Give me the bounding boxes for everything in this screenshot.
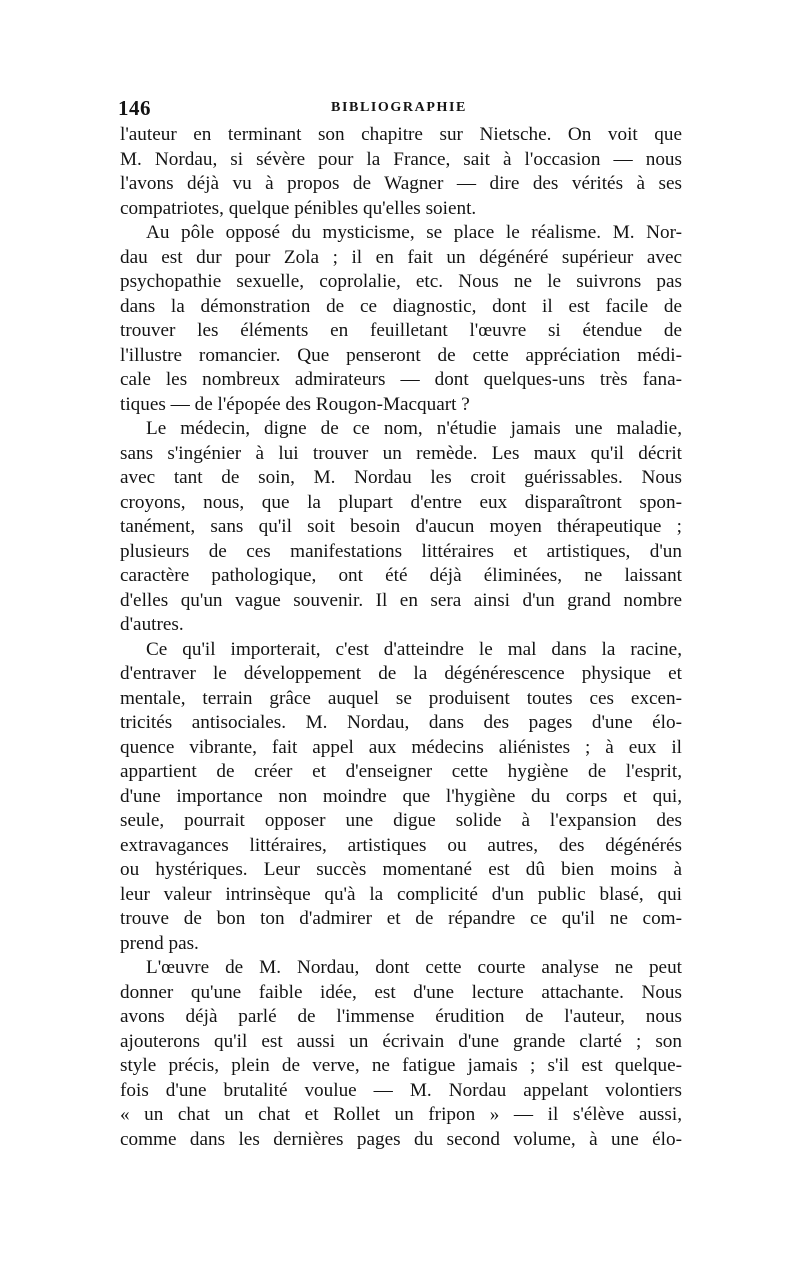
text-line: avons déjà parlé de l'immense érudition de l'auteur, nous [120, 1006, 682, 1027]
text-line: Au pôle opposé du mysticisme, se place le réalisme. M. Nor- [146, 222, 682, 243]
running-title: BIBLIOGRAPHIE [331, 100, 467, 115]
text-line: fois d'une brutalité voulue — M. Nordau appelant volontiers [120, 1079, 682, 1101]
running-head [118, 96, 680, 126]
body-text [120, 123, 682, 1152]
text-line: d'autres. [120, 614, 184, 635]
text-line: plusieurs de ces manifestations littéraires et artistiques, d'un [120, 540, 682, 562]
text-line: d'elles qu'un vague souvenir. Il en sera ainsi d'un grand nombre [120, 589, 682, 611]
text-line: sans s'ingénier à lui trouver un remède. Les maux qu'il décrit [120, 442, 682, 464]
text-line: croyons, nous, que la plupart d'entre eux disparaîtront spon- [120, 491, 682, 513]
text-line: tanément, sans qu'il soit besoin d'aucun moyen thérapeutique ; [120, 516, 682, 537]
text-line: Ce qu'il importerait, c'est d'atteindre le mal dans la racine, [146, 638, 682, 660]
text-line: l'auteur en terminant son chapitre sur Nietsche. On voit que [120, 124, 682, 145]
text-line: M. Nordau, si sévère pour la France, sait à l'occasion — nous [120, 148, 682, 170]
text-line: ou hystériques. Leur succès momentané est dû bien moins à [120, 859, 682, 880]
text-line: quence vibrante, fait appel aux médecins aliénistes ; à eux il [120, 736, 682, 758]
text-line: comme dans les dernières pages du second volume, à une élo- [120, 1128, 682, 1150]
text-line: style précis, plein de verve, ne fatigue jamais ; s'il est quelque- [120, 1055, 682, 1076]
text-line: psychopathie sexuelle, coprolalie, etc. Nous ne le suivrons pas [120, 271, 682, 292]
text-line: trouver les éléments en feuilletant l'œuvre si étendue de [120, 320, 682, 341]
text-line: trouve de bon ton d'admirer et de répandre ce qu'il ne com- [120, 908, 682, 929]
text-line: extravagances littéraires, artistiques ou autres, des dégénérés [120, 834, 682, 856]
text-line: tricités antisociales. M. Nordau, dans des pages d'une élo- [120, 712, 682, 733]
text-line: dau est dur pour Zola ; il en fait un dégénéré supérieur avec [120, 246, 682, 268]
text-line: mentale, terrain grâce auquel se produisent toutes ces excen- [120, 687, 682, 709]
text-line: appartient de créer et d'enseigner cette hygiène de l'esprit, [120, 761, 682, 782]
text-line: tiques — de l'épopée des Rougon-Macquart ? [120, 393, 470, 415]
text-line: compatriotes, quelque pénibles qu'elles soient. [120, 197, 477, 219]
text-line: prend pas. [120, 932, 199, 954]
text-line: « un chat un chat et Rollet un fripon » — il s'élève aussi, [120, 1104, 682, 1125]
text-line: caractère pathologique, ont été déjà éliminées, ne laissant [120, 565, 682, 586]
text-line: ajouterons qu'il est aussi un écrivain d'une grande clarté ; son [120, 1030, 682, 1052]
text-line: L'œuvre de M. Nordau, dont cette courte analyse ne peut [146, 957, 682, 978]
text-line: seule, pourrait opposer une digue solide à l'expansion des [120, 810, 682, 831]
text-line: leur valeur intrinsèque qu'à la complicité d'un public blasé, qui [120, 883, 682, 905]
text-line: Le médecin, digne de ce nom, n'étudie jamais une maladie, [146, 418, 682, 439]
text-line: d'une importance non moindre que l'hygiène du corps et qui, [120, 785, 682, 807]
text-line: l'avons déjà vu à propos de Wagner — dire des vérités à ses [120, 173, 682, 194]
text-line: avec tant de soin, M. Nordau les croit guérissables. Nous [120, 467, 682, 488]
page-number: 146 [118, 96, 151, 120]
text-line: cale les nombreux admirateurs — dont quelques-uns très fana- [120, 369, 682, 390]
text-line: donner qu'une faible idée, est d'une lecture attachante. Nous [120, 981, 682, 1003]
text-line: l'illustre romancier. Que penseront de cette appréciation médi- [120, 344, 682, 366]
text-line: d'entraver le développement de la dégénérescence physique et [120, 663, 682, 684]
text-line: dans la démonstration de ce diagnostic, dont il est facile de [120, 295, 682, 317]
